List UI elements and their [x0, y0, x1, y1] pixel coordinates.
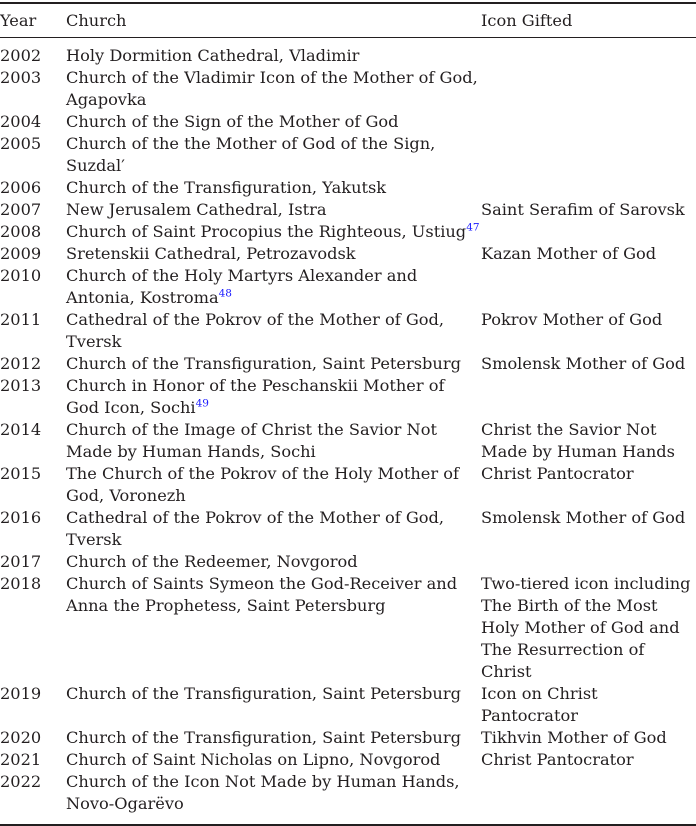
- church-name: Church of the Holy Martyrs Alexander and Antonia, Kostroma: [66, 266, 418, 307]
- church-name: The Church of the Pokrov of the Holy Mother of God, Voronezh: [66, 464, 459, 505]
- year-cell: 2016: [0, 508, 42, 527]
- church-name: Church of the Transfiguration, Yakutsk: [66, 178, 387, 197]
- church-name: Church of the Image of Christ the Savior Not Made by Human Hands, Sochi: [66, 420, 437, 461]
- church-name: Church of the Vladimir Icon of the Mother of God, Agapovka: [66, 68, 478, 109]
- church-cell: [66, 749, 481, 771]
- table-row: [0, 265, 696, 309]
- church-name: Church of Saints Symeon the God-Receiver and Anna the Prophetess, Saint Petersburg: [66, 574, 458, 615]
- year-cell: 2011: [0, 310, 42, 329]
- icon-gifted-cell: [481, 111, 696, 133]
- church-name: Church of the Transfiguration, Saint Petersburg: [66, 684, 461, 703]
- church-name: Holy Dormition Cathedral, Vladimir: [66, 46, 360, 65]
- icon-gifted-cell: [481, 265, 696, 309]
- year-cell: 2006: [0, 178, 42, 197]
- church-name: Church of Saint Procopius the Righteous, Ustiug: [66, 222, 467, 241]
- table-row: [0, 309, 696, 353]
- church-cell: [66, 265, 481, 309]
- year-cell: 2002: [0, 46, 42, 65]
- church-name: New Jerusalem Cathedral, Istra: [66, 200, 327, 219]
- year-cell: 2014: [0, 420, 42, 439]
- icon-gifts-table: [0, 2, 696, 826]
- footnote-link[interactable]: 48: [218, 287, 232, 300]
- church-cell: [66, 419, 481, 463]
- table-row: [0, 683, 696, 727]
- table-row: [0, 353, 696, 375]
- church-name: Cathedral of the Pokrov of the Mother of God, Tversk: [66, 310, 445, 351]
- church-name: Church of the Transfiguration, Saint Petersburg: [66, 728, 461, 747]
- icon-gifted-cell: [481, 771, 696, 825]
- year-cell: 2019: [0, 684, 42, 703]
- table-row: [0, 551, 696, 573]
- church-cell: [66, 133, 481, 177]
- church-name: Cathedral of the Pokrov of the Mother of God, Tversk: [66, 508, 445, 549]
- year-cell: 2020: [0, 728, 42, 747]
- church-cell: [66, 573, 481, 683]
- church-cell: [66, 38, 481, 68]
- table-row: [0, 375, 696, 419]
- church-cell: [66, 375, 481, 419]
- church-name: Church of the Transfiguration, Saint Petersburg: [66, 354, 461, 373]
- church-name: Church in Honor of the Peschanskii Mother of God Icon, Sochi: [66, 376, 445, 417]
- year-cell: 2017: [0, 552, 42, 571]
- icon-gifted-cell: [481, 375, 696, 419]
- church-cell: [66, 771, 481, 825]
- year-cell: 2008: [0, 222, 42, 241]
- table-body: [0, 38, 696, 826]
- church-name: Church of the Icon Not Made by Human Hands, Novo-Ogarëvo: [66, 772, 460, 813]
- icon-gifted-cell: [481, 177, 696, 199]
- icon-gifted-cell: Christ the Savior Not Made by Human Hands: [481, 420, 675, 461]
- year-cell: 2021: [0, 750, 42, 769]
- header-icon-gifted: Icon Gifted: [481, 11, 573, 30]
- year-cell: 2007: [0, 200, 42, 219]
- year-cell: 2010: [0, 266, 42, 285]
- icon-gifted-cell: Tikhvin Mother of God: [481, 728, 667, 747]
- icon-gifted-cell: Two-tiered icon including The Birth of the Most Holy Mother of God and The Resurrection of Christ: [481, 574, 691, 681]
- year-cell: 2013: [0, 376, 42, 395]
- header-year: Year: [0, 11, 37, 30]
- icon-gifted-cell: Smolensk Mother of God: [481, 354, 686, 373]
- icon-gifted-cell: Kazan Mother of God: [481, 244, 657, 263]
- icon-gifted-cell: [481, 221, 696, 243]
- icon-gifted-cell: Christ Pantocrator: [481, 464, 634, 483]
- table-row: [0, 749, 696, 771]
- footnote-link[interactable]: 49: [195, 397, 209, 410]
- church-name: Church of the Sign of the Mother of God: [66, 112, 399, 131]
- church-cell: [66, 353, 481, 375]
- table-row: [0, 463, 696, 507]
- church-cell: [66, 463, 481, 507]
- header-church: Church: [66, 11, 127, 30]
- table-row: [0, 419, 696, 463]
- church-cell: [66, 67, 481, 111]
- year-cell: 2005: [0, 134, 42, 153]
- table-row: [0, 133, 696, 177]
- table-row: [0, 507, 696, 551]
- church-cell: [66, 551, 481, 573]
- year-cell: 2004: [0, 112, 42, 131]
- icon-gifted-cell: [481, 133, 696, 177]
- table-row: [0, 243, 696, 265]
- footnote-link[interactable]: 47: [466, 221, 480, 234]
- church-cell: [66, 177, 481, 199]
- table-header: [0, 3, 696, 38]
- table-row: [0, 38, 696, 68]
- table-row: [0, 177, 696, 199]
- church-name: Church of Saint Nicholas on Lipno, Novgorod: [66, 750, 441, 769]
- table-row: [0, 771, 696, 825]
- church-cell: [66, 309, 481, 353]
- icon-gifted-cell: Saint Serafim of Sarovsk: [481, 200, 685, 219]
- church-name: Sretenskii Cathedral, Petrozavodsk: [66, 244, 356, 263]
- table-row: [0, 727, 696, 749]
- year-cell: 2003: [0, 68, 42, 87]
- church-name: Church of the Redeemer, Novgorod: [66, 552, 358, 571]
- church-name: Church of the the Mother of God of the Sign, Suzdal′: [66, 134, 436, 175]
- church-cell: [66, 199, 481, 221]
- year-cell: 2012: [0, 354, 42, 373]
- church-cell: [66, 243, 481, 265]
- year-cell: 2022: [0, 772, 42, 791]
- icon-gifted-cell: Pokrov Mother of God: [481, 310, 663, 329]
- icon-gifted-cell: Smolensk Mother of God: [481, 508, 686, 527]
- church-cell: [66, 507, 481, 551]
- year-cell: 2015: [0, 464, 42, 483]
- table-row: [0, 221, 696, 243]
- icon-gifted-cell: [481, 551, 696, 573]
- icon-gifted-cell: Christ Pantocrator: [481, 750, 634, 769]
- table-row: [0, 111, 696, 133]
- year-cell: 2018: [0, 574, 42, 593]
- header-row: [0, 3, 696, 38]
- table-row: [0, 573, 696, 683]
- church-cell: [66, 727, 481, 749]
- table-row: [0, 67, 696, 111]
- icon-gifted-cell: [481, 38, 696, 68]
- year-cell: 2009: [0, 244, 42, 263]
- icon-gifted-cell: [481, 67, 696, 111]
- icon-gifted-cell: Icon on Christ Pantocrator: [481, 684, 598, 725]
- church-cell: [66, 111, 481, 133]
- church-cell: [66, 221, 481, 243]
- table-row: [0, 199, 696, 221]
- church-cell: [66, 683, 481, 727]
